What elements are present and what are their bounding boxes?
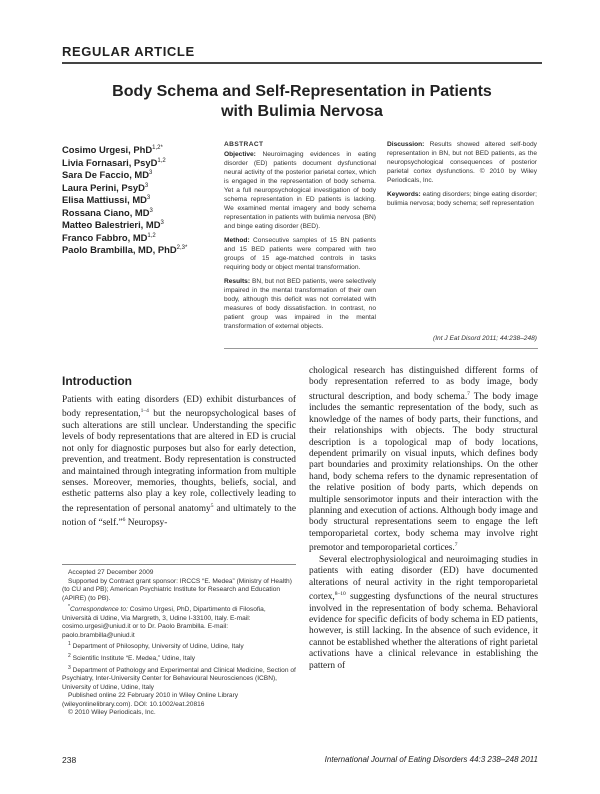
author-affiliation-marker: 3: [149, 207, 153, 214]
abstract-divider: [224, 348, 538, 349]
author-affiliation-marker: 3: [160, 220, 164, 227]
correspondence-label: Correspondence to:: [69, 606, 128, 614]
author-affiliation-marker: 2,3*: [176, 245, 188, 252]
author-item: [62, 168, 222, 181]
author-item: [62, 231, 222, 244]
body-paragraph: [309, 366, 538, 555]
abstract-column-right: [387, 140, 537, 213]
footnote-divider: [62, 564, 296, 565]
citation-marker: 7: [467, 390, 470, 397]
body-text: but the neuropsychological bases of such alterations are still unclear. Understanding the specific levels of body representations that are altered in ED is crucial not only for diagnostic purposes but also for early detection, prevention, and treatment. Body representation is constructed and maintained through integrating information from multiple senses. Moreover, memories, thoughts, beliefs, social, and esthetic patterns also play a key role, collectively leading to the representation of personal anatomy: [62, 409, 296, 514]
author-name: Livia Fornasari, PsyD: [62, 156, 158, 168]
title-line-2: with Bulimia Nervosa: [221, 103, 383, 120]
author-affiliation-marker: 3: [146, 195, 151, 202]
citation-marker: 8–10: [334, 590, 346, 597]
results-label: Results:: [224, 278, 251, 285]
abstract-objective: [224, 150, 376, 231]
method-text: Consecutive samples of 15 BN patients and 15 BED patients were compared with two groups of 15 age-matched controls in tasks requiring body or object mental transformation.: [224, 237, 376, 271]
objective-label: Objective:: [224, 151, 256, 158]
footnote-marker: *: [68, 604, 70, 610]
author-item: [62, 143, 222, 156]
author-list: [62, 143, 222, 256]
citation-marker: 6: [122, 517, 126, 524]
body-text: Patients with eating disorders (ED) exhibit disturbances of body representation,: [62, 395, 296, 420]
page-number: 238: [62, 755, 77, 765]
body-text: Neuropsy-: [125, 518, 168, 529]
discussion-label: Discussion:: [387, 141, 425, 148]
section-label: REGULAR ARTICLE: [62, 44, 195, 59]
body-text: The body image includes the semantic representation of the body, such as knowledge of the names of body parts, their functions, and their relationships with objects. The body structural description is a topological map of body locations, dependent primarily on visual inputs, which defines body part boundaries and proximity relationships. On the other hand, body schema refers to the dynamic representation of the relative position of body parts, which depends on multiple sensorimotor inputs and their interaction with the planning and execution of actions. Although body image and body structural representations seem to engage the left temporoparietal cortex, body schema may involve right premotor and temporoparietal cortices.: [309, 391, 538, 554]
author-affiliation-marker: 3: [144, 182, 149, 189]
affiliation-text: Scientific Institute “E. Medea,” Udine, Italy: [70, 655, 196, 663]
author-name: Rossana Ciano, MD: [62, 206, 150, 218]
footnotes: [62, 569, 296, 718]
author-name: Sara De Faccio, MD: [62, 169, 150, 181]
footnote-published: Published online 22 February 2010 in Wiley Online Library (wileyonlinelibrary.com). DOI: 10.1002/eat.20816: [62, 692, 239, 708]
citation-marker: 1–4: [140, 408, 149, 415]
citation-marker: 7: [454, 542, 458, 549]
keywords-label: Keywords:: [387, 191, 421, 198]
abstract-method: [224, 236, 376, 272]
footnote-accepted: Accepted 27 December 2009: [68, 569, 154, 576]
abstract-heading: ABSTRACT: [224, 141, 264, 148]
abstract-results: [224, 277, 376, 331]
author-name: Matteo Balestrieri, MD: [62, 219, 161, 231]
body-column-right: [309, 366, 538, 672]
abstract-column-left: [224, 140, 376, 336]
affiliation-text: Department of Pathology and Experimental and Clinical Medicine, Section of Psychiatry, Inter-University Center for Behavioural Neurosciences (ICBN), University of Udine, Udine, Italy: [62, 666, 296, 691]
objective-text: Neuroimaging evidences in eating disorder (ED) patients document dysfunctional neural activity of the posterior parietal cortex, which is engaged in the representation of body schema. Yet a full neuropsychological investigation of body schema representation in ED patients is lacking. We examined mental imagery and body schema representation in patients with bulimia nervosa (BN) and binge eating disorder (BED).: [224, 151, 376, 230]
body-text: suggesting dysfunctions of the neural structures involved in the representation of body schema. Behavioral evidence for specific deficits of body schema in ED patients, however, is still lacking. In the absence of such evidence, it cannot be established whether the alterations of right parietal activations have a clinical relevance in establishing the pattern of: [309, 592, 538, 671]
body-column-left: [62, 395, 296, 530]
keywords-text: eating disorders; binge eating disorder; bulimia nervosa; body schema; self representation: [387, 191, 537, 207]
introduction-heading: Introduction: [62, 374, 132, 388]
body-text: and ultimately to the notion of “self.”: [62, 503, 297, 529]
article-title: [62, 82, 542, 122]
body-paragraph: [309, 555, 538, 672]
citation-marker: 5: [210, 502, 214, 509]
footnote-copyright: © 2010 Wiley Periodicals, Inc.: [68, 709, 156, 717]
correspondence-text: Cosimo Urgesi, PhD, Dipartimento di Filosofia, Università di Udine, Via Margreth, 3, Udine I-33100, Italy. E-mail: cosimo.urgesi@uniud.it or to Dr. Paolo Brambilla. E-mail: paolo.brambilla@uniud.it: [62, 606, 266, 639]
footnote-correspondence: [62, 603, 296, 640]
author-affiliation-marker: 1,2: [147, 232, 156, 239]
discussion-text: Results showed altered self-body representation in BN, but not BED patients, as the neuropsychological consequences of posterior parietal cortex dysfunctions. © 2010 by Wiley Periodicals, Inc.: [387, 141, 537, 184]
results-text: BN, but not BED patients, were selectively impaired in the mental transformation of their own body, although this deficit was not correlated with measures of body dissatisfaction. In contrast, no patient group was impaired in the mental transformation of external objects.: [224, 278, 376, 330]
footnote-marker: 3: [68, 664, 71, 671]
author-name: Elisa Mattiussi, MD: [62, 194, 147, 206]
author-affiliation-marker: 1,2*: [152, 145, 163, 151]
footnote-affiliation: [62, 652, 296, 664]
author-item: [62, 243, 222, 256]
abstract-discussion: [387, 140, 537, 185]
body-text: chological research has distinguished different forms of body representation referred to as body image, body structural description, and body schema.: [309, 366, 538, 402]
author-name: Paolo Brambilla, MD, PhD: [62, 244, 177, 256]
author-item: [62, 193, 222, 206]
author-item: [62, 218, 222, 231]
footnote-marker: 2: [68, 652, 71, 659]
footnote-affiliation: [62, 664, 296, 693]
author-name: Cosimo Urgesi, PhD: [62, 144, 153, 156]
author-item: [62, 206, 222, 219]
author-name: Franco Fabbro, MD: [62, 231, 148, 243]
affiliation-text: Department of Philosophy, University of Udine, Udine, Italy: [70, 643, 244, 651]
author-item: [62, 156, 222, 169]
running-footer: International Journal of Eating Disorders 44:3 238–248 2011: [324, 755, 538, 764]
abstract-keywords: [387, 190, 537, 208]
author-affiliation-marker: 3: [149, 170, 153, 177]
method-label: Method:: [224, 237, 250, 244]
journal-citation: (Int J Eat Disord 2011; 44:238–248): [433, 335, 537, 342]
section-divider: [62, 62, 542, 64]
footnote-support: Supported by Contract grant sponsor: IRCCS “E. Medea” (Ministry of Health) (to CU and PB); American Psychiatric Institute for Research and Education (APIRE) (to PB).: [62, 577, 292, 602]
footnote-marker: 1: [68, 641, 71, 648]
footnote-affiliation: [62, 640, 296, 652]
author-item: [62, 181, 222, 194]
author-name: Laura Perini, PsyD: [62, 181, 145, 193]
title-line-1: Body Schema and Self-Representation in Patients: [112, 83, 492, 100]
body-text: Several electrophysiological and neuroimaging studies in patients with eating disorder (ED) have documented alterations of neural activity in the right temporoparietal cortex,: [309, 554, 538, 603]
author-affiliation-marker: 1,2: [157, 157, 166, 164]
body-paragraph: [62, 395, 296, 530]
